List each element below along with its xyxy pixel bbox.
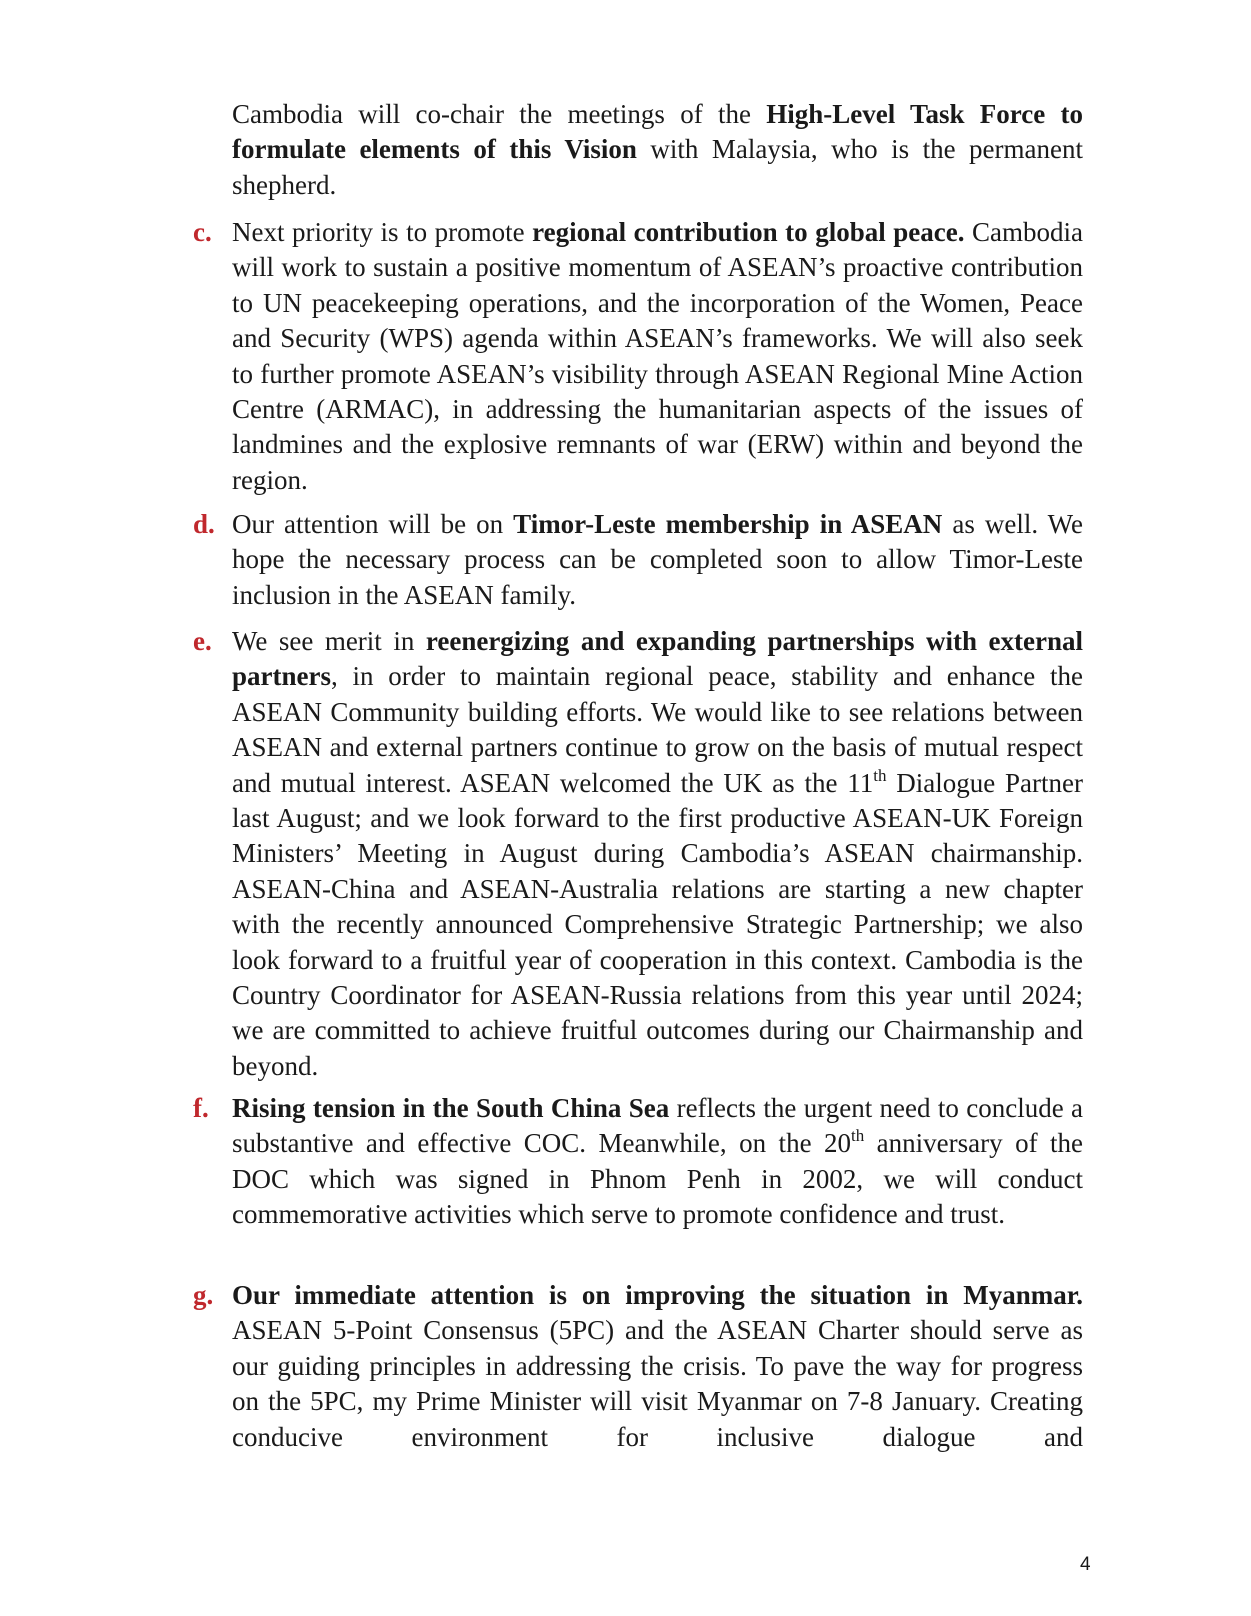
list-item-continuation (232, 97, 1083, 203)
list-item-f (193, 1091, 1083, 1233)
paragraph (232, 1091, 1083, 1233)
superscript: th (851, 1126, 865, 1146)
paragraph (232, 215, 1083, 498)
list-letter: g. (193, 1280, 214, 1310)
list-letter: c. (193, 217, 212, 247)
bold-text: Timor-Leste membership in ASEAN (513, 509, 943, 539)
list-letter: f. (193, 1093, 209, 1123)
list-letter: d. (193, 509, 215, 539)
paragraph (232, 97, 1083, 203)
list-item-e (193, 624, 1083, 1084)
text-segment: with Malaysia, who is the permanent shepherd. (232, 134, 1083, 200)
text-segment: Dialogue Partner last August; and we look forward to the first productive ASEAN-UK Foreign Ministers’ Meeting in August during Cambodia’s ASEAN chairmanship. ASEAN-China and ASEAN-Australia relations are starting a new chapter with the recently announced Comprehensive Strategic Partnership; we also look forward to a fruitful year of cooperation in this context. Cambodia is the Country Coordinator for ASEAN-Russia relations from this year until 2024; we are committed to achieve fruitful outcomes during our Chairmanship and beyond. (232, 767, 1084, 1081)
text-segment: reflects the urgent need to conclude a substantive and effective COC. Meanwhile, on the 20 (232, 1093, 1084, 1159)
text-segment: as well. We hope the necessary process can be completed soon to allow Timor-Leste inclusion in the ASEAN family. (232, 509, 1083, 610)
bold-text: reenergizing and expanding partnerships with external partners (232, 626, 1083, 692)
text-segment: Next priority is to promote (232, 217, 533, 247)
paragraph (232, 1278, 1083, 1455)
text-segment: anniversary of the DOC which was signed in Phnom Penh in 2002, we will conduct commemorative activities which serve to promote confidence and trust. (232, 1128, 1083, 1230)
paragraph (232, 507, 1083, 613)
superscript: th (873, 765, 887, 785)
text-segment: ASEAN 5-Point Consensus (5PC) and the ASEAN Charter should serve as our guiding principles in addressing the crisis. To pave the way for progress on the 5PC, my Prime Minister will visit Myanmar on 7-8 January. Creating conducive environment for inclusive dialogue and (232, 1315, 1083, 1452)
text-segment: , in order to maintain regional peace, stability and enhance the ASEAN Community building efforts. We would like to see relations between ASEAN and external partners continue to grow on the basis of mutual respect and mutual interest. ASEAN welcomed the UK as the 11 (232, 661, 1083, 798)
list-item-d (193, 507, 1083, 613)
page-number: 4 (1080, 1554, 1091, 1575)
bold-text: High-Level Task Force to formulate elements of this Vision (232, 99, 1083, 165)
text-segment: Cambodia will co-chair the meetings of the (232, 99, 767, 129)
bold-text: Rising tension in the South China Sea (232, 1093, 670, 1123)
list-item-g (193, 1278, 1083, 1455)
list-letter: e. (193, 626, 212, 656)
bold-text: regional contribution to global peace. (532, 217, 965, 247)
text-segment: We see merit in (232, 626, 426, 656)
list-item-c (193, 215, 1083, 498)
paragraph (232, 624, 1083, 1084)
text-segment: Our attention will be on (232, 509, 514, 539)
bold-text: Our immediate attention is on improving the situation in Myanmar. (232, 1280, 1083, 1310)
text-segment: Cambodia will work to sustain a positive momentum of ASEAN’s proactive contribution to UN peacekeeping operations, and the incorporation of the Women, Peace and Security (WPS) agenda within ASEAN’s frameworks. We will also seek to further promote ASEAN’s visibility through ASEAN Regional Mine Action Centre (ARMAC), in addressing the humanitarian aspects of the issues of landmines and the explosive remnants of war (ERW) within and beyond the region. (232, 217, 1083, 495)
